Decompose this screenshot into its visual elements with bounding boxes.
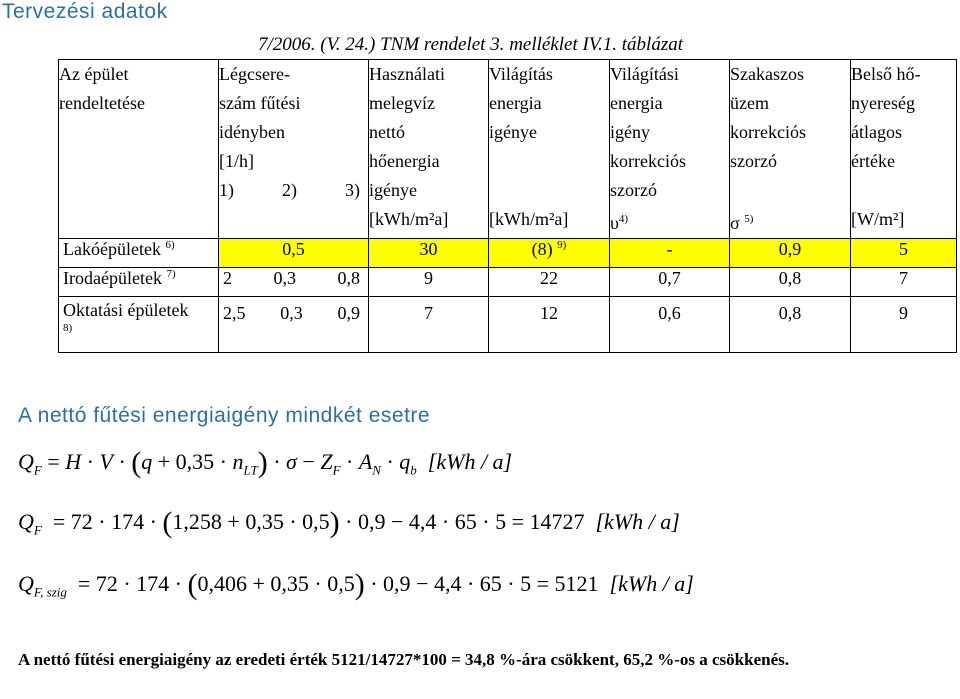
row-name: Lakóépületek $^{6)}$ — [59, 239, 219, 268]
design-data-table — [58, 59, 957, 353]
cell-lighting: 12 — [489, 297, 610, 353]
cell-air-change: 0,5 — [219, 239, 369, 268]
row-name: Irodaépületek $^{7)}$ — [59, 268, 219, 297]
header-lighting-energy: Világítás energia igénye [kWh/m²a] — [489, 60, 610, 239]
cell-lighting: 22 — [489, 268, 610, 297]
cell-hot-water: 30 — [369, 239, 489, 268]
header-air-change: Légcsere- szám fűtési idényben [1/h] 1) 2) 3) — [219, 60, 369, 239]
cell-gain: 9 — [851, 297, 957, 353]
cell-hot-water: 9 — [369, 268, 489, 297]
header-internal-gain: Belső hő- nyereség átlagos értéke [W/m²] — [851, 60, 957, 239]
table-row — [59, 239, 957, 268]
header-intermittent-correction: Szakaszos üzem korrekciós szorzó σ $^{5)}$ — [730, 60, 851, 239]
row-name: Oktatási épületek $^{8)}$ — [59, 297, 219, 353]
header-hot-water: Használati melegvíz nettó hőenergia igénye [kWh/m²a] — [369, 60, 489, 239]
cell-correction: - — [610, 239, 730, 268]
cell-hot-water: 7 — [369, 297, 489, 353]
formula-general: $Q_F = H \cdot V \cdot (q + 0,35 \cdot n_{LT}) \cdot \sigma - Z_F \cdot A_N \cdot q_b$ [kWh / a] — [18, 446, 513, 479]
cell-sigma: 0,8 — [730, 268, 851, 297]
cell-lighting: (8) $^{9)}$ — [489, 239, 610, 268]
cell-air-change: 2,5 0,3 0,9 — [219, 297, 369, 353]
cell-gain: 5 — [851, 239, 957, 268]
table-caption: 7/2006. (V. 24.) TNM rendelet 3. melléklet IV.1. táblázat — [258, 34, 683, 55]
table-header-row — [59, 60, 957, 239]
section-heading-design-data: Tervezési adatok — [2, 0, 168, 23]
cell-sigma: 0,9 — [730, 239, 851, 268]
formula-original: $Q_F = 72 \cdot 174 \cdot (1,258 + 0,35 \cdot 0,5) \cdot 0,9 - 4,4 \cdot 65 \cdot 5 = 14727$ [kWh / a] — [18, 506, 680, 539]
formula-improved: $Q_{F, szig} = 72 \cdot 174 \cdot (0,406 + 0,35 \cdot 0,5) \cdot 0,9 - 4,4 \cdot 65 \cdot 5 = 5121$ [kWh / a] — [18, 568, 694, 601]
cell-air-change: 2 0,3 0,8 — [219, 268, 369, 297]
table-row — [59, 297, 957, 353]
cell-correction: 0,6 — [610, 297, 730, 353]
header-building-purpose: Az épület rendeltetése — [59, 60, 219, 239]
cell-gain: 7 — [851, 268, 957, 297]
header-lighting-correction: Világítási energia igény korrekciós szorzó $\upsilon^{4)}$ — [610, 60, 730, 239]
cell-correction: 0,7 — [610, 268, 730, 297]
cell-sigma: 0,8 — [730, 297, 851, 353]
table-row — [59, 268, 957, 297]
section-heading-net-heating: A nettó fűtési energiaigény mindkét esetre — [18, 404, 431, 427]
summary-paragraph: A nettó fűtési energiaigény az eredeti érték 5121/14727*100 = 34,8 %-ára csökkent, 65,2 %-os a csökkenés. — [18, 650, 789, 669]
